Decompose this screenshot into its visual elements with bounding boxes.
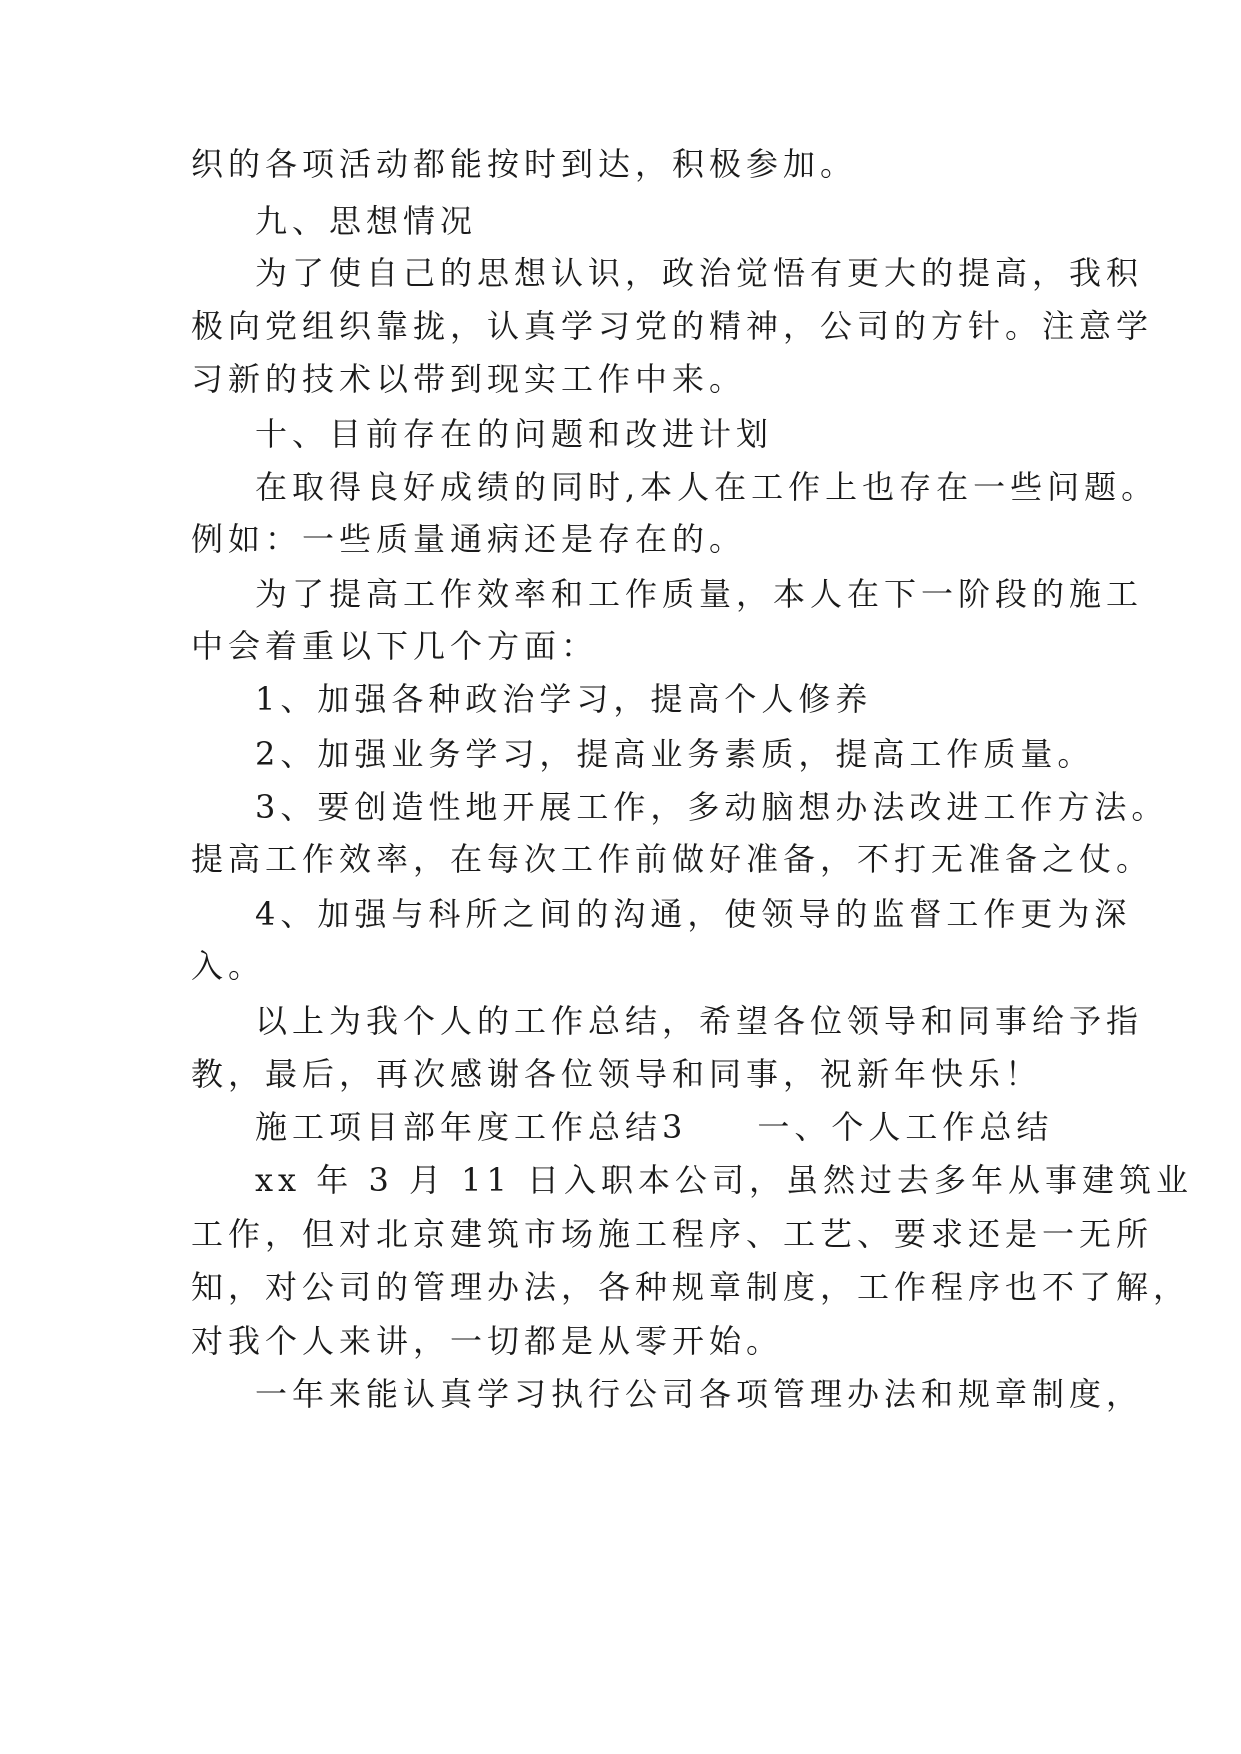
section-heading-9: 九、思想情况 — [255, 202, 478, 240]
paragraph-line: 一年来能认真学习执行公司各项管理办法和规章制度， — [255, 1375, 1144, 1413]
list-item-1: 1、加强各种政治学习，提高个人修养 — [255, 680, 873, 718]
paragraph-line: 极向党组织靠拢，认真学习党的精神，公司的方针。注意学 — [191, 307, 1154, 345]
list-item-2: 2、加强业务学习，提高业务素质，提高工作质量。 — [255, 735, 1095, 773]
paragraph-line: 在取得良好成绩的同时,本人在工作上也存在一些问题。 — [255, 468, 1159, 506]
paragraph-line: 提高工作效率，在每次工作前做好准备，不打无准备之仗。 — [191, 840, 1154, 878]
list-item-4: 4、加强与科所之间的沟通，使领导的监督工作更为深 — [255, 895, 1132, 933]
section-heading-1: 一、个人工作总结 — [757, 1108, 1054, 1146]
list-item-3: 3、要创造性地开展工作，多动脑想办法改进工作方法。 — [255, 788, 1169, 826]
paragraph-line: 为了提高工作效率和工作质量，本人在下一阶段的施工 — [255, 575, 1144, 613]
document-title: 施工项目部年度工作总结3 — [255, 1108, 688, 1146]
section-heading-10: 十、目前存在的问题和改进计划 — [255, 415, 774, 453]
paragraph-line: xx 年 3 月 11 日入职本公司，虽然过去多年从事建筑业 — [255, 1161, 1194, 1199]
paragraph-line: 以上为我个人的工作总结，希望各位领导和同事给予指 — [255, 1002, 1144, 1040]
paragraph-line: 中会着重以下几个方面： — [191, 627, 599, 665]
paragraph-line: 例如：一些质量通病还是存在的。 — [191, 520, 747, 558]
paragraph-line: 为了使自己的思想认识，政治觉悟有更大的提高，我积 — [255, 254, 1144, 292]
paragraph-line: 对我个人来讲，一切都是从零开始。 — [191, 1322, 784, 1360]
paragraph-line: 教，最后，再次感谢各位领导和同事，祝新年快乐！ — [191, 1055, 1043, 1093]
document-title-line — [255, 1099, 1071, 1155]
paragraph-line: 知，对公司的管理办法，各种规章制度，工作程序也不了解， — [191, 1268, 1191, 1306]
paragraph-line: 习新的技术以带到现实工作中来。 — [191, 360, 747, 398]
paragraph-line: 织的各项活动都能按时到达，积极参加。 — [191, 145, 858, 183]
paragraph-line: 入。 — [191, 947, 266, 985]
paragraph-line: 工作，但对北京建筑市场施工程序、工艺、要求还是一无所 — [191, 1215, 1154, 1253]
